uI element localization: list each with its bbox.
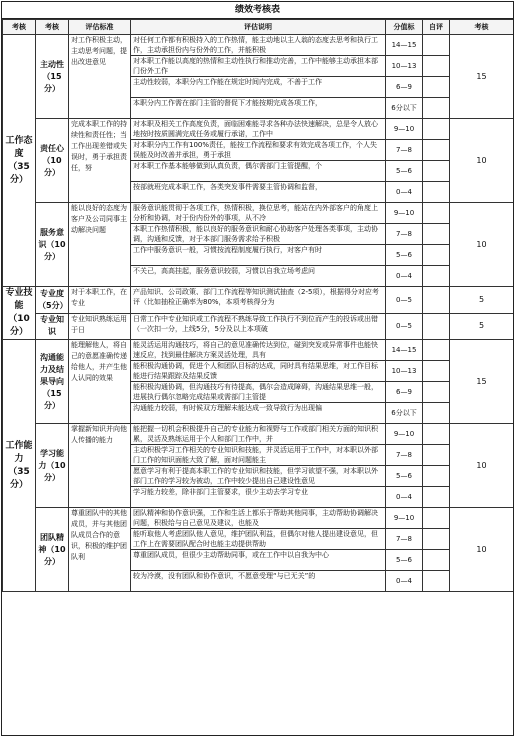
description-text: 较为冷漠，没有团队和协作意识，不愿意受理“与已无关”的 [133, 572, 316, 580]
item-criteria: 掌握新知识并向他人传播的能力 [69, 424, 131, 508]
description-text: 愿意学习有利于提高本职工作的专业知识和技能，但学习欲望不强，对本职以外部门工作的学习较为被动，工作中较少提出自己建设性意见 [133, 467, 378, 485]
self-eval-cell[interactable] [423, 340, 450, 361]
description-text: 对本职工作能以高度的热情和主动性执行和推动完善，工作中能够主动承担本部门份外工作 [133, 57, 378, 75]
item-criteria: 专业知识熟练运用于日 [69, 313, 131, 340]
item-name: 沟通能力及结果导向（15分） [36, 340, 69, 424]
score-range: 0—4 [386, 266, 423, 287]
score-range: 10—13 [386, 361, 423, 382]
item-score: 10 [450, 508, 514, 592]
description-cell [131, 77, 386, 98]
score-range: 10—13 [386, 56, 423, 77]
description-text: 能积极沟通协调，但沟通技巧有待提高，偶尔会造成障碍，沟通结果思维一般，进展执行偶尔忽略完成结果或需部门主管提 [133, 383, 378, 401]
description-cell [131, 571, 386, 592]
description-text: 本职分内工作需在部门主管的督促下才能按期完成各项工作， [133, 99, 322, 107]
description-text: 团队精神和协作意识强，工作和生活上都乐于帮助其他同事，主动帮助协调解决问题，积极给与自己意见及建议，也能及 [133, 509, 378, 527]
score-range: 9—10 [386, 424, 423, 445]
category-name: 工作能力（35分） [3, 340, 36, 592]
self-eval-cell[interactable] [423, 445, 450, 466]
description-text: 本职工作热情积极，能以良好的服务意识和耐心协助客户处理各类事项，主动协调，沟通和反馈，对于本部门服务需求给予积极 [133, 225, 378, 243]
item-criteria: 能以良好的态度为客户及公司同事主动解决问题 [69, 203, 131, 287]
description-cell [131, 529, 386, 550]
table-row [3, 508, 514, 529]
score-range: 7—8 [386, 445, 423, 466]
description-text: 对任何工作都有积极持入的工作热情，能主动地以主人翁的态度去思考和执行工作，主动承担份内与份外的工作，并能积极 [133, 36, 378, 54]
header-criteria: 评估标准 [69, 20, 131, 35]
score-range: 14—15 [386, 35, 423, 56]
item-score: 5 [450, 287, 514, 314]
score-range: 0—4 [386, 182, 423, 203]
description-cell [131, 35, 386, 56]
self-eval-cell[interactable] [423, 98, 450, 119]
score-range: 5—6 [386, 466, 423, 487]
self-eval-cell[interactable] [423, 161, 450, 182]
table-row [3, 313, 514, 340]
score-range: 0—4 [386, 487, 423, 508]
self-eval-cell[interactable] [423, 224, 450, 245]
description-text: 能把握一切机会积极提升自己的专业能力和视野与工作或部门相关方面的知识积累，灵活及熟练运用于个人和部门工作中，并 [133, 425, 378, 443]
description-text: 尊重团队成员，但很少主动帮助同事，或在工作中以自我为中心 [133, 551, 329, 559]
self-eval-cell[interactable] [423, 245, 450, 266]
self-eval-cell[interactable] [423, 203, 450, 224]
category-name: 专业技能（10分） [3, 287, 36, 340]
description-cell [131, 140, 386, 161]
self-eval-cell[interactable] [423, 266, 450, 287]
description-cell [131, 361, 386, 382]
header-assessment: 考核 [450, 20, 514, 35]
item-name: 专业知识 [36, 313, 69, 340]
description-cell [131, 403, 386, 424]
description-text: 服务意识能贯彻于各项工作，热情积极，换位思考，能站在内外部客户的角度上分析和协调，对于份内份外的事项，从不冷 [133, 204, 378, 222]
table-row [3, 287, 514, 314]
category-name: 工作态度（35分） [3, 35, 36, 287]
score-range: 7—8 [386, 529, 423, 550]
score-range: 0—4 [386, 571, 423, 592]
description-cell [131, 445, 386, 466]
description-cell [131, 182, 386, 203]
description-text: 能积极沟通协调，促进个人和团队目标的达成，同时具有结果思维，对工作目标能进行结果跟踪及结果反馈 [133, 362, 378, 380]
item-score: 15 [450, 35, 514, 119]
table-row [3, 35, 514, 56]
self-eval-cell[interactable] [423, 550, 450, 571]
self-eval-cell[interactable] [423, 466, 450, 487]
score-range: 9—10 [386, 203, 423, 224]
item-score: 10 [450, 119, 514, 203]
description-cell [131, 245, 386, 266]
description-cell [131, 203, 386, 224]
table-row [3, 119, 514, 140]
score-range: 0—5 [386, 313, 423, 340]
description-cell [131, 161, 386, 182]
self-eval-cell[interactable] [423, 140, 450, 161]
description-cell [131, 287, 386, 314]
description-text: 对本职工作基本能够做到认真负责，偶尔需部门主管提醒，个 [133, 162, 322, 170]
self-eval-cell[interactable] [423, 35, 450, 56]
item-criteria: 对于本职工作，在专业 [69, 287, 131, 314]
header-item: 考核 [36, 20, 69, 35]
table-row [3, 424, 514, 445]
description-text: 日常工作中专业知识或工作流程不熟练导致工作执行不到位而产生的投诉或出错（一次扣一分，上线5分，5分及以上本项破 [133, 314, 378, 333]
item-score: 15 [450, 340, 514, 424]
item-score: 10 [450, 203, 514, 287]
score-range: 9—10 [386, 119, 423, 140]
score-range: 6—9 [386, 382, 423, 403]
score-range: 7—8 [386, 140, 423, 161]
self-eval-cell[interactable] [423, 182, 450, 203]
item-criteria: 完成本职工作的持续性和责任性；当工作出现差错或失误时，勇于承担责任，努 [69, 119, 131, 203]
self-eval-cell[interactable] [423, 424, 450, 445]
item-score: 5 [450, 313, 514, 340]
score-range: 0—5 [386, 287, 423, 314]
score-range: 14—15 [386, 340, 423, 361]
description-cell [131, 382, 386, 403]
score-range: 5—6 [386, 161, 423, 182]
header-self-eval: 自评 [423, 20, 450, 35]
self-eval-cell[interactable] [423, 487, 450, 508]
score-range: 5—6 [386, 550, 423, 571]
table-row [3, 203, 514, 224]
description-text: 学习能力较差，除非部门主管要求，很少主动去学习专业 [133, 488, 308, 496]
description-text: 对本职分内工作有100%责任，能按工作流程和要求有效完成各项工作，个人失误能及时改善并承担，勇于承担 [133, 141, 378, 159]
self-eval-cell[interactable] [423, 56, 450, 77]
description-cell [131, 424, 386, 445]
score-range: 6分以下 [386, 98, 423, 119]
description-text: 沟通能力较弱，有时候双方理解未能达成一致导致行为出现偏 [133, 404, 322, 412]
score-range: 7—8 [386, 224, 423, 245]
description-text: 主动性较弱，本职分内工作能在规定时间内完成，不善于工作 [133, 78, 322, 86]
description-text: 不关己，高高挂起，服务意识较弱，习惯以自我立场考虑问 [133, 267, 315, 275]
header-description: 评估说明 [131, 20, 386, 35]
description-text: 产品知识、公司政策、部门工作流程等知识测试抽查（2-5项），根据得分对应考评（比如抽检正确率为80%，本项考核得分为 [133, 288, 379, 306]
description-cell [131, 466, 386, 487]
item-name: 服务意识（10分） [36, 203, 69, 287]
description-text: 主动积极学习工作相关的专业知识和技能，并灵活运用于工作中，对本职以外部门工作的知识面能大致了解，面对问题能主 [133, 446, 378, 464]
header-score-range: 分值标 [386, 20, 423, 35]
description-cell [131, 266, 386, 287]
item-name: 主动性（15分） [36, 35, 69, 119]
description-cell [131, 119, 386, 140]
description-cell [131, 98, 386, 119]
self-eval-cell[interactable] [423, 77, 450, 98]
self-eval-cell[interactable] [423, 571, 450, 592]
self-eval-cell[interactable] [423, 287, 450, 314]
header-row [3, 20, 514, 35]
item-name: 团队精神（10分） [36, 508, 69, 592]
description-text: 能灵活运用沟通技巧，将自己的意见准确传达到位，碰到突发或异常事件也能快速反应，找到最佳解决方案灵活处理，具有 [133, 341, 378, 359]
self-eval-cell[interactable] [423, 382, 450, 403]
table-row [3, 340, 514, 361]
item-name: 责任心（10分） [36, 119, 69, 203]
item-name: 学习能力（10分） [36, 424, 69, 508]
description-cell [131, 508, 386, 529]
header-category: 考核 [3, 20, 36, 35]
self-eval-cell[interactable] [423, 119, 450, 140]
item-criteria: 对工作积极主动，主动思考问题，提出改进意见 [69, 35, 131, 119]
evaluation-sheet [1, 1, 514, 736]
self-eval-cell[interactable] [423, 313, 450, 340]
description-text: 能听取他人考虑团队他人意见，维护团队利益，但偶尔对他人提出建设意见，但工作上在需要团队配合时也能主动提供帮助 [133, 530, 378, 548]
item-score: 10 [450, 424, 514, 508]
self-eval-cell[interactable] [423, 403, 450, 424]
score-range: 6—9 [386, 77, 423, 98]
description-cell [131, 56, 386, 77]
score-range: 9—10 [386, 508, 423, 529]
item-name: 专业度（5分） [36, 287, 69, 314]
score-range: 6分以下 [386, 403, 423, 424]
description-cell [131, 550, 386, 571]
description-text: 按部就班完成本职工作，各类突发事件需要主管协调和监督， [133, 183, 322, 191]
item-criteria: 尊重团队中的其他成员，并与其他团队成员合作的意识，积极的维护团队利 [69, 508, 131, 592]
self-eval-cell[interactable] [423, 508, 450, 529]
score-range: 5—6 [386, 245, 423, 266]
description-text: 对本职及相关工作高度负责，面临困难能寻求各种办法快速解决，总是令人放心地按时按质圆满完成任务或履行承诺，工作中 [133, 120, 378, 138]
description-text: 工作中服务意识一般，习惯按流程制度履行执行，对客户有时 [133, 246, 322, 254]
sheet-title: 绩效考核表 [2, 2, 513, 19]
description-cell [131, 313, 386, 340]
description-cell [131, 487, 386, 508]
description-cell [131, 224, 386, 245]
self-eval-cell[interactable] [423, 529, 450, 550]
evaluation-table [2, 19, 514, 592]
description-cell [131, 340, 386, 361]
self-eval-cell[interactable] [423, 361, 450, 382]
item-criteria: 能理解他人，将自己的意愿准确传递给他人，并产生他人认同的效果 [69, 340, 131, 424]
